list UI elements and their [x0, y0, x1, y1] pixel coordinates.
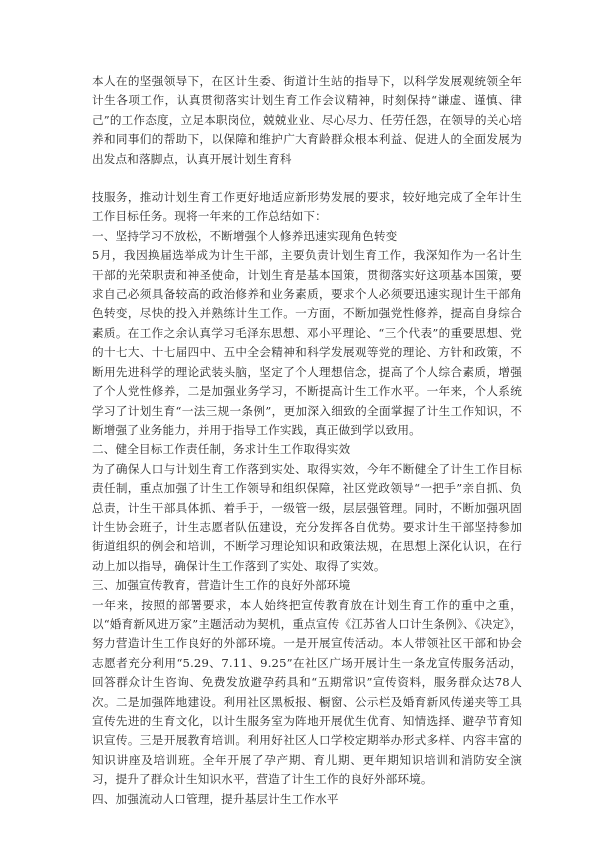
section-heading-3: 三、加强宣传教育，营造计生工作的良好外部环境 — [92, 578, 351, 593]
intro-paragraph: 本人在的坚强领导下，在区计生委、街道计生站的指导下，以科学发展观统领全年计生各项工作，认真贯彻落实计划生育工作会议精神，时刻保持“谦虚、谨慎、律己”的工作态度，立足本职岗位，兢兢业业、尽心尽力、任劳任怨，在领导的关心培养和同事们的帮助下，以保障和维护广大育龄群众根本利益、促进人的全面发展为出发点和落脚点，认真开展计划生育科 — [92, 74, 522, 166]
section-body-1: 5月，我因换届选举成为计生干部，主要负责计划生育工作，我深知作为一名计生干部的光荣职责和神圣使命，计划生育是基本国策，贯彻落实好这项基本国策，要求自己必须具备较高的政治修养和业务素质，要求个人必须要迅速实现计生干部角色转变，尽快的投入并熟练计生工作。一方面，不断加强党性修养，提高自身综合素质。在工作之余认真学习毛泽东思想、邓小平理论、“三个代表”的重要思想、党的十七大、十七届四中、五中全会精神和科学发展观等党的理论、方针和政策，不断用先进科学的理论武装头脑，坚定了个人理想信念，提高了个人综合素质，增强了个人党性修养，二是加强业务学习，不断提高计生工作水平。一年来，个人系统学习了计划生育“一法三规一条例”，更加深入细致的全面掌握了计生工作知识，不断增强了业务能力，并用于指导工作实践，真正做到学以致用。 — [92, 248, 522, 437]
section-heading-1: 一、坚持学习不放松，不断增强个人修养迅速实现角色转变 — [92, 228, 398, 243]
paragraph-gap — [92, 169, 522, 188]
section-body-3: 一年来，按照的部署要求，本人始终把宣传教育放在计划生育工作的重中之重，以“婚育新风进万家”主题活动为契机，重点宣传《江苏省人口计生条例》、《决定》，努力营造计生工作良好的外部环境。一是开展宣传活动。本人带领社区干部和协会志愿者充分利用“5.29、7.11、9.25”在社区广场开展计生一条龙宣传服务活动，回答群众计生咨询、免费发放避孕药具和“五期常识”宣传资料，服务群众达78人次。二是加强阵地建设。利用社区黑板报、橱窗、公示栏及婚育新风传递夹等工具宣传先进的生育文化，以计生服务室为阵地开展优生优育、知情选择、避孕节育知识宣传。三是开展教育培训。利用好社区人口学校定期举办形式多样、内容丰富的知识讲座及培训班。全年开展了孕产期、育儿期、更年期知识培训和消防安全演习，提升了群众计生知识水平，营造了计生工作的良好外部环境。 — [92, 597, 522, 787]
document-body — [92, 72, 522, 809]
section-heading-2: 二、健全目标工作责任制，务求计生工作取得实效 — [92, 442, 351, 457]
section-heading-4: 四、加强流动人口管理，提升基层计生工作水平 — [92, 791, 339, 806]
intro-continuation-paragraph: 技服务，推动计划生育工作更好地适应新形势发展的要求，较好地完成了全年计生工作目标任务。现将一年来的工作总结如下： — [92, 190, 522, 224]
section-body-2: 为了确保人口与计划生育工作落到实处、取得实效，今年不断健全了计生工作目标责任制，重点加强了计生工作领导和组织保障，社区党政领导“一把手”亲自抓、负总责，计生干部具体抓、着手于，一级管一级，层层强管理。同时，不断加强巩固计生协会班子，计生志愿者队伍建设，充分发挥各自优势。要求计生干部坚持参加街道组织的例会和培训，不断学习理论知识和政策法规，在思想上深化认识，在行动上加以指导，确保计生工作落到了实处、取得了实效。 — [92, 461, 522, 573]
